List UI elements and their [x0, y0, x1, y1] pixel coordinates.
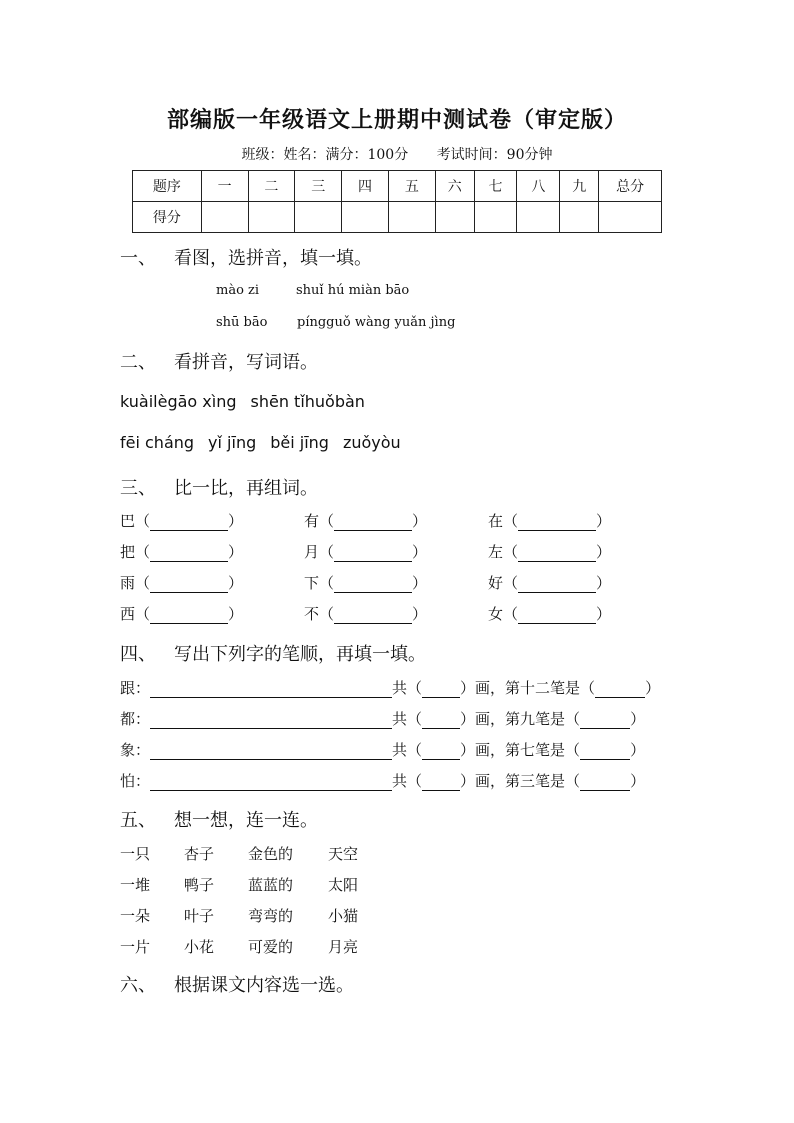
pinyin-option: píngguǒ wàng yuǎn jìng	[297, 315, 456, 330]
answer-blank[interactable]	[518, 546, 596, 562]
pinyin-word: zuǒyòu	[342, 433, 401, 452]
compare-item: 好（ ）	[488, 574, 612, 592]
score-cell[interactable]	[248, 202, 295, 233]
compare-item: 不（ ）	[304, 605, 428, 623]
answer-blank[interactable]	[150, 515, 228, 531]
score-table-score-row	[133, 202, 662, 233]
answer-blank[interactable]	[334, 546, 412, 562]
section-1-heading	[120, 244, 372, 270]
stroke-order-blank[interactable]	[150, 713, 392, 729]
stroke-order-blank[interactable]	[150, 775, 392, 791]
stroke-order-row: 怕： 共（ ）画，第三笔是（ ）	[120, 772, 646, 790]
match-word[interactable]: 一只	[120, 845, 151, 863]
match-word[interactable]: 天空	[328, 845, 359, 863]
stroke-order-blank[interactable]	[150, 744, 392, 760]
section-number: 一、	[120, 248, 156, 269]
page-title: 部编版一年级语文上册期中测试卷（审定版）	[166, 107, 627, 133]
pinyin-option: mào zi	[216, 283, 260, 298]
stroke-order-blank[interactable]	[150, 682, 392, 698]
score-header-cell: 七	[474, 171, 517, 202]
pinyin-word: fēi cháng	[120, 433, 195, 452]
score-cell[interactable]	[517, 202, 560, 233]
section-number: 三、	[120, 478, 156, 499]
section-text: 想一想，连一连。	[174, 810, 318, 831]
stroke-count-blank[interactable]	[422, 775, 460, 791]
score-header-cell: 九	[560, 171, 599, 202]
score-cell[interactable]	[474, 202, 517, 233]
stroke-order-row: 象： 共（ ）画，第七笔是（ ）	[120, 741, 646, 759]
section-text: 看图，选拼音，填一填。	[174, 248, 372, 269]
nth-stroke-blank[interactable]	[580, 775, 630, 791]
score-cell[interactable]	[201, 202, 248, 233]
score-header-cell: 一	[201, 171, 248, 202]
match-word[interactable]: 一朵	[120, 907, 151, 925]
pinyin-word: yǐ jīng	[208, 433, 257, 452]
pinyin-option: shuǐ hú miàn bāo	[296, 283, 410, 298]
score-cell[interactable]	[388, 202, 435, 233]
score-header-cell: 四	[342, 171, 389, 202]
answer-blank[interactable]	[334, 515, 412, 531]
score-cell[interactable]	[599, 202, 662, 233]
stroke-count-blank[interactable]	[422, 713, 460, 729]
score-header-cell: 总分	[599, 171, 662, 202]
answer-blank[interactable]	[150, 608, 228, 624]
compare-item: 把（ ）	[120, 543, 244, 561]
score-row-label: 得分	[133, 202, 202, 233]
score-header-cell: 六	[435, 171, 474, 202]
compare-item: 有（ ）	[304, 512, 428, 530]
nth-stroke-blank[interactable]	[595, 682, 645, 698]
score-header-cell: 八	[517, 171, 560, 202]
stroke-order-row: 都： 共（ ）画，第九笔是（ ）	[120, 710, 646, 728]
answer-blank[interactable]	[334, 608, 412, 624]
section-5-heading	[120, 806, 318, 832]
compare-item: 下（ ）	[304, 574, 428, 592]
section-3-heading	[120, 474, 318, 500]
section-text: 根据课文内容选一选。	[174, 975, 354, 996]
pinyin-words-row	[120, 392, 379, 411]
section-2-heading	[120, 348, 318, 374]
compare-item: 巴（ ）	[120, 512, 244, 530]
section-4-heading	[120, 640, 426, 666]
score-cell[interactable]	[560, 202, 599, 233]
answer-blank[interactable]	[518, 577, 596, 593]
answer-blank[interactable]	[150, 546, 228, 562]
exam-time: 考试时间：90分钟	[436, 147, 553, 163]
score-header-cell: 题序	[133, 171, 202, 202]
match-word[interactable]: 金色的	[248, 845, 294, 863]
pinyin-option: shū bāo	[216, 315, 268, 330]
match-word[interactable]: 小猫	[328, 907, 359, 925]
stroke-order-row: 跟： 共（ ）画，第十二笔是（ ）	[120, 679, 661, 697]
match-word[interactable]: 太阳	[328, 876, 359, 894]
stroke-count-blank[interactable]	[422, 682, 460, 698]
section-number: 六、	[120, 975, 156, 996]
compare-item: 月（ ）	[304, 543, 428, 561]
section-number: 五、	[120, 810, 156, 831]
section-number: 二、	[120, 352, 156, 373]
score-cell[interactable]	[342, 202, 389, 233]
score-header-cell: 五	[388, 171, 435, 202]
answer-blank[interactable]	[334, 577, 412, 593]
pinyin-word: shēn tǐhuǒbàn	[250, 392, 365, 411]
section-text: 比一比，再组词。	[174, 478, 318, 499]
match-word[interactable]: 可爱的	[248, 938, 294, 956]
compare-item: 在（ ）	[488, 512, 612, 530]
score-table	[132, 170, 662, 233]
section-text: 看拼音，写词语。	[174, 352, 318, 373]
match-word[interactable]: 杏子	[184, 845, 215, 863]
score-cell[interactable]	[295, 202, 342, 233]
match-word[interactable]: 弯弯的	[248, 907, 294, 925]
nth-stroke-blank[interactable]	[580, 713, 630, 729]
compare-item: 雨（ ）	[120, 574, 244, 592]
score-table-header-row	[133, 171, 662, 202]
nth-stroke-blank[interactable]	[580, 744, 630, 760]
answer-blank[interactable]	[518, 608, 596, 624]
match-word[interactable]: 一堆	[120, 876, 151, 894]
class-name-score: 班级：姓名：满分：100分	[241, 147, 409, 163]
answer-blank[interactable]	[150, 577, 228, 593]
compare-item: 西（ ）	[120, 605, 244, 623]
pinyin-word: kuàilègāo xìng	[120, 392, 237, 411]
pinyin-word: běi jīng	[270, 433, 329, 452]
section-text: 写出下列字的笔顺，再填一填。	[174, 644, 426, 665]
compare-item: 女（ ）	[488, 605, 612, 623]
match-word[interactable]: 小花	[184, 938, 215, 956]
match-word[interactable]: 蓝蓝的	[248, 876, 294, 894]
match-word[interactable]: 月亮	[328, 938, 359, 956]
exam-info	[0, 144, 794, 164]
match-word[interactable]: 一片	[120, 938, 151, 956]
section-number: 四、	[120, 644, 156, 665]
score-header-cell: 二	[248, 171, 295, 202]
section-6-heading	[120, 971, 354, 997]
score-header-cell: 三	[295, 171, 342, 202]
answer-blank[interactable]	[518, 515, 596, 531]
compare-item: 左（ ）	[488, 543, 612, 561]
stroke-count-blank[interactable]	[422, 744, 460, 760]
pinyin-words-row	[120, 433, 415, 452]
score-cell[interactable]	[435, 202, 474, 233]
match-word[interactable]: 叶子	[184, 907, 215, 925]
match-word[interactable]: 鸭子	[184, 876, 215, 894]
